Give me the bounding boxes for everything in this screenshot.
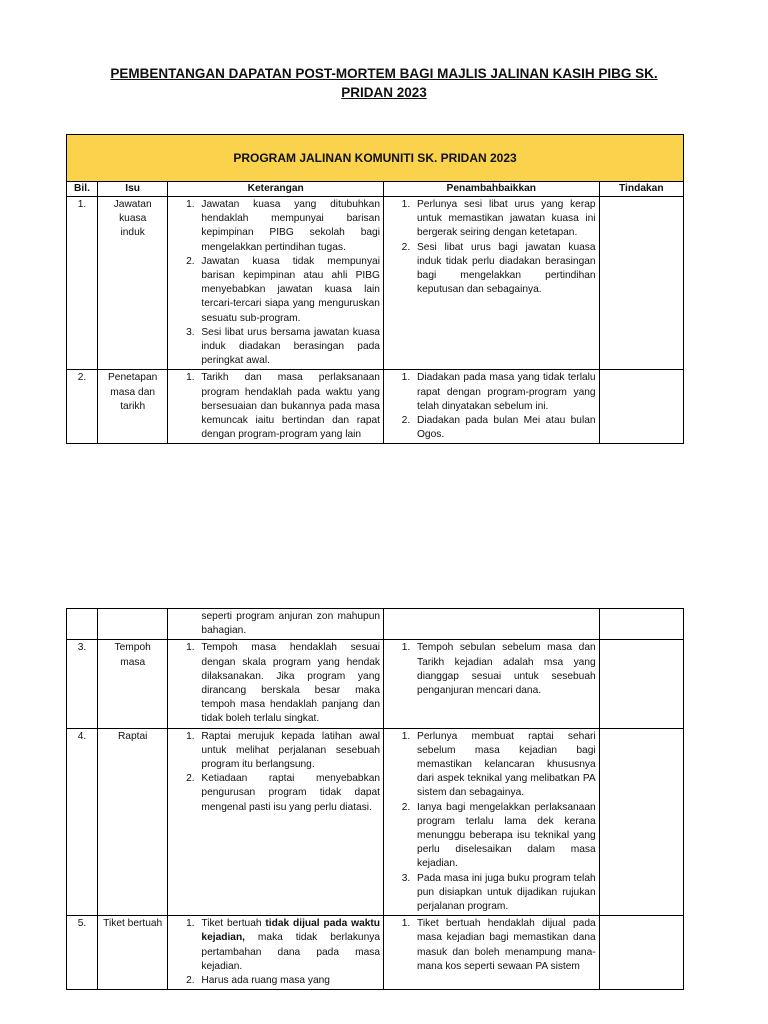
list-item: 1. Tempoh masa hendaklah sesuai dengan skala program yang hendak dilaksanakan. Jika program yang dirancang berskala besar maka tempoh masa hendaklah panjang dan tidak boleh terlalu singkat. — [197, 641, 380, 726]
header-penambahbaikkan: Penambahbaikkan — [383, 182, 599, 197]
header-bil: Bil. — [67, 182, 98, 197]
list-item: 1. Diadakan pada masa yang tidak terlalu rapat dengan program-program yang telah dinyatakan sebelum ini. — [413, 371, 596, 414]
row-tindakan — [599, 640, 683, 728]
header-keterangan: Keterangan — [168, 182, 384, 197]
row-bil: 1. — [67, 197, 98, 370]
row-bil: 5. — [67, 916, 98, 990]
row-tindakan — [599, 370, 683, 444]
list-item: 2. Diadakan pada bulan Mei atau bulan Ogos. — [413, 414, 596, 442]
list-item: 2. Sesi libat urus bagi jawatan kuasa induk tidak perlu diadakan berasingan bagi mengelakkan pertindihan keputusan dan sebagainya. — [413, 241, 596, 298]
row-keterangan — [168, 916, 384, 990]
list-item: 1. Tarikh dan masa perlaksanaan program hendaklah pada waktu yang bersesuaian dan bukannya pada masa kemuncak iaitu bertindan dan rapat dengan program-program yang lain — [197, 371, 380, 442]
list-item: 1. Jawatan kuasa yang ditubuhkan hendaklah mempunyai barisan kepimpinan PIBG sekolah bagi mengelakkan pertindihan tugas. — [197, 198, 380, 255]
table-row — [67, 197, 684, 370]
program-table-part-2 — [66, 608, 684, 990]
row-bil: 3. — [67, 640, 98, 728]
list-item: 1. Tiket bertuah tidak dijual pada waktu kejadian, maka tidak berlakunya pertambahan dana pada masa kejadian. — [197, 917, 380, 974]
bold-phrase: tidak dijual pada waktu kejadian, — [201, 918, 381, 944]
document-title — [60, 64, 708, 102]
row-penambahbaikkan — [384, 728, 600, 916]
row-isu: Tiket bertuah — [97, 916, 167, 990]
table-header-row — [67, 182, 684, 197]
row-keterangan — [168, 640, 384, 728]
row-isu: Raptai — [97, 728, 167, 916]
row-penambahbaikkan — [384, 916, 600, 990]
row-bil: 4. — [67, 728, 98, 916]
row-tindakan — [599, 728, 683, 916]
list-item: 1. Tempoh sebulan sebelum masa dan Tarikh kejadian adalah msa yang dianggap sesuai untuk sesebuah penganjuran mencari dana. — [413, 641, 596, 698]
row-keterangan — [168, 728, 384, 916]
program-banner: PROGRAM JALINAN KOMUNITI SK. PRIDAN 2023 — [67, 135, 684, 182]
title-line-1: PEMBENTANGAN DAPATAN POST-MORTEM BAGI MAJLIS JALINAN KASIH PIBG SK. — [110, 66, 658, 81]
row-keterangan-continued — [168, 609, 384, 640]
list-item: 1. Raptai merujuk kepada latihan awal untuk melihat perjalanan sesebuah program itu berlangsung. — [197, 730, 380, 773]
list-item: 1. Tiket bertuah hendaklah dijual pada masa kejadian bagi memastikan dana masuk dan boleh menampung mana-mana kos seperti sewaan PA sistem — [413, 917, 596, 974]
list-item: 3. Pada masa ini juga buku program telah pun disiapkan untuk dijadikan rujukan perjalanan program. — [413, 872, 596, 915]
row-penambahbaikkan — [383, 197, 599, 370]
table-row — [67, 728, 684, 916]
row-penambahbaikkan — [383, 370, 599, 444]
list-item: 2. Harus ada ruang masa yang — [197, 974, 380, 988]
list-item: 2. Jawatan kuasa tidak mempunyai barisan kepimpinan atau ahli PIBG menyebabkan jawatan kuasa lain tercari-tercari siapa yang menguruskan sesuatu sub-program. — [197, 255, 380, 326]
list-item: 1. Perlunya membuat raptai sehari sebelum masa kejadian bagi memastikan kelancaran khususnya dari aspek teknikal yang melibatkan PA sistem dan sebagainya. — [413, 730, 596, 801]
header-isu: Isu — [97, 182, 167, 197]
row-bil: 2. — [67, 370, 98, 444]
row-isu: Tempoh masa — [97, 640, 167, 728]
title-line-2: PRIDAN 2023 — [341, 85, 427, 100]
list-item: 3. Sesi libat urus bersama jawatan kuasa induk diadakan berasingan pada peringkat awal. — [197, 326, 380, 369]
row-penambahbaikkan — [384, 640, 600, 728]
table-row-continued — [67, 609, 684, 640]
header-tindakan: Tindakan — [599, 182, 683, 197]
row-isu: Penetapan masa dan tarikh — [97, 370, 167, 444]
row-keterangan — [168, 370, 384, 444]
table-row — [67, 640, 684, 728]
table-row — [67, 370, 684, 444]
row-tindakan — [599, 916, 683, 990]
list-item: 1. Perlunya sesi libat urus yang kerap untuk memastikan jawatan kuasa ini bergerak seiring dengan ketetapan. — [413, 198, 596, 241]
continued-text: seperti program anjuran zon mahupun bahagian. — [201, 611, 381, 637]
row-isu: Jawatan kuasa induk — [97, 197, 167, 370]
row-tindakan — [599, 197, 683, 370]
table-row — [67, 916, 684, 990]
list-item: 2. Ketiadaan raptai menyebabkan pengurusan program tidak dapat mengenal pasti isu yang perlu diatasi. — [197, 772, 380, 815]
list-item: 2. Ianya bagi mengelakkan perlaksanaan program terlalu lama dek kerana menunggu beberapa isu teknikal yang perlu diselesaikan dalam masa kejadian. — [413, 801, 596, 872]
program-table-part-1 — [66, 134, 684, 444]
row-keterangan — [168, 197, 384, 370]
